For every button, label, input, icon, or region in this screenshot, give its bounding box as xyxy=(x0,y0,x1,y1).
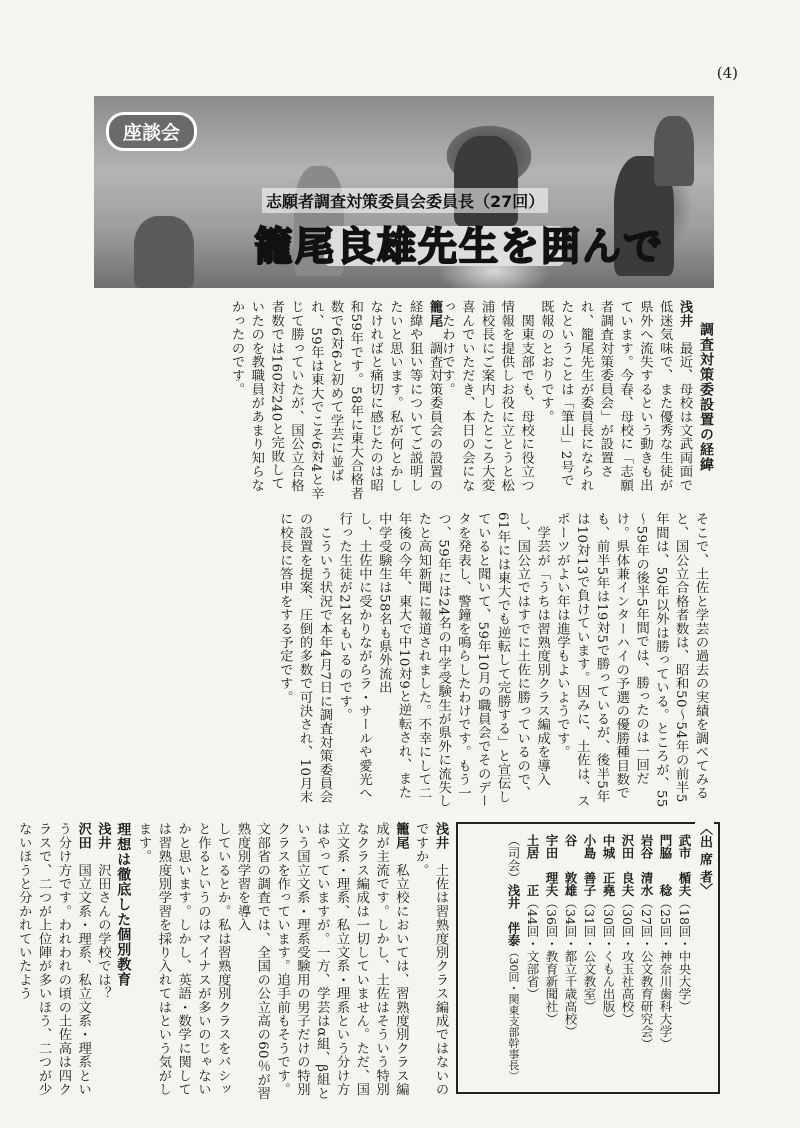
header-photo xyxy=(94,96,714,288)
attendees-list xyxy=(504,834,694,1082)
attendees-title: 〈出 席 者〉 xyxy=(695,818,714,900)
photo-figure xyxy=(654,116,694,186)
attendee-info: （44回・文部省） xyxy=(525,896,540,1000)
moderator-role: （司会） xyxy=(506,834,521,884)
paragraph: 沢田さんの学校では？ xyxy=(95,849,111,1001)
speaker-name: 浅井 xyxy=(433,822,448,850)
text-block xyxy=(16,822,450,1102)
paragraph: 調査対策委員会の設置の経緯や狙い等についてご説明したいと思います。私が何とかしなければと痛切に感じたのは昭和59年です。58年に東大合格者数で6対6と初めて学芸に並ばれ、59年は東大でこそ6対4と辛じて勝っていたが、国公立合格者数では160対240と完敗していたのを教職員があまり知らなかったのです。 xyxy=(229,300,442,500)
paragraph: そこで、土佐と学芸の過去の実績を調べてみると、国公立合格者数は、昭和50～54年の前半5年間は、50年以外は勝っている。ところが、55～59年の後半5年間では、勝ったのは一回だけ。県体兼インターハイの予選の優勝種目数でも、前半5年は19対5で勝っているが、後半5年は10対13で負けています。因みに、土佐は、スポーツがよい年は進学もよいようです。 xyxy=(554,512,708,808)
article-title: 籠尾良雄先生を囲んで xyxy=(254,225,665,270)
paragraph: し、土佐中に受かりながらラ・サールや愛光へ行った生徒が21名もいるのです。 xyxy=(336,512,372,800)
attendee-name: 岩谷 清水 xyxy=(639,834,654,897)
section-badge: 座談会 xyxy=(106,112,197,151)
attendee-name: 谷 敦雄 xyxy=(563,834,578,897)
attendee-info: （36回・教育新聞社） xyxy=(544,896,559,1025)
attendee-name: 宇田 理夫 xyxy=(544,834,559,897)
attendee-name: 中城 正堯 xyxy=(601,834,616,897)
speaker-name: 浅井 xyxy=(677,300,692,328)
speaker-name: 沢田 xyxy=(75,822,91,850)
attendee-name: 小島 善子 xyxy=(582,834,597,897)
moderator-name: 浅井 伴泰 xyxy=(506,884,521,947)
page-number: (4) xyxy=(716,64,738,82)
paragraph: 学芸が「うちは習熟度別クラス編成を導入し、国公立ではすでに土佐に勝っているので、61年には東大でも逆転して完勝する」と宣伝していると聞いて、59年10月の職員会でそのデータを発表し、警鐘を鳴らしたわけです。もう一つ、59年には24名の中学受験生が県外に流失したと高知新聞に報道されました。不幸にして二年後の今年、東大で中10対9と逆転され、また中学受験生は58名も県外流出 xyxy=(376,512,550,808)
article-subtitle: 志願者調査対策委員会委員長（27回） xyxy=(262,188,548,213)
attendee-info: （34回・都立千歳高校） xyxy=(563,896,578,1038)
paragraph: しているとか。私は習熟度別クラスをバシッと作るというのはマイナスが多いのじゃないかと思います。しかし、英語・数学に関しては習熟度別学習を採り入れてはという気がします。 xyxy=(136,822,231,1096)
attendee-name: 武市 楯夫 xyxy=(677,834,692,897)
section-heading: 理想は徹底した個別教育 xyxy=(115,822,132,987)
attendee-name: 門脇 稔 xyxy=(658,834,673,897)
attendee-info: （27回・公文教育研究会） xyxy=(639,896,654,1050)
attendee-info: （18回・中央大学） xyxy=(677,896,692,1013)
section-heading: 調査対策委設置の経緯 xyxy=(698,322,714,472)
text-block xyxy=(90,512,710,812)
attendees-box xyxy=(456,822,720,1094)
attendee-name: 土居 正 xyxy=(525,834,540,897)
attendee-info: （25回・神奈川歯科大学） xyxy=(658,896,673,1050)
speaker-name: 籠尾 xyxy=(393,822,409,850)
attendee-name: 沢田 良夫 xyxy=(620,834,635,897)
text-block xyxy=(439,300,694,500)
paragraph: 私立校においては、習熟度別クラス編成が主流です。しかし、土佐はそういう特別なクラス編成は一切していません。ただ、国立文系・理系、私立文系・理系という分け方はやっていますが。一方、学芸はα組、β組という国立文系・理系受験用の男子だけの特別クラスを作っています。追手前もそうです。文部省の調査では、全国の公立高の60％が習熟度別学習を導入 xyxy=(235,822,409,1101)
speaker-name: 浅井 xyxy=(95,822,111,850)
moderator-info: （30回・関東支部幹事長） xyxy=(507,946,520,1082)
attendee-info: （30回・攻玉社高校） xyxy=(620,896,635,1025)
paragraph: こういう状況で本年4月7日に調査対策委員会の設置を提案、圧倒的多数で可決され、10月末に校長に答申をする予定です。 xyxy=(277,512,332,804)
speaker-name: 籠尾 xyxy=(427,300,442,328)
paragraph: 関東支部でも、母校に役立つ情報を提供しお役に立とうと松浦校長にご案内したところ大変喜んでいただき、本日の会になったわけです。 xyxy=(439,300,534,492)
paragraph: 国立文系・理系、私立文系・理系という分け方です。われわれの頃の土佐高は四クラスで、二つが上位陣が多いほう、二つが少ないほうと分かれていたよう xyxy=(16,822,91,1097)
text-block xyxy=(90,300,444,500)
paragraph: 最近、母校は文武両面で低迷気味で、また優秀な生徒が県外へ流失するという動きも出ています。今春、母校に「志願者調査対策委員会」が設置され、籠尾先生が委員長になられたということは「筆山」2号で既報のとおりです。 xyxy=(538,300,692,492)
attendee-info: （31回・公文教室） xyxy=(582,896,597,1013)
paragraph: 土佐は習熟度別クラス編成ではないのですか。 xyxy=(413,822,448,1097)
photo-figure xyxy=(134,216,194,288)
attendee-info: （30回・くもん出版） xyxy=(601,896,616,1025)
